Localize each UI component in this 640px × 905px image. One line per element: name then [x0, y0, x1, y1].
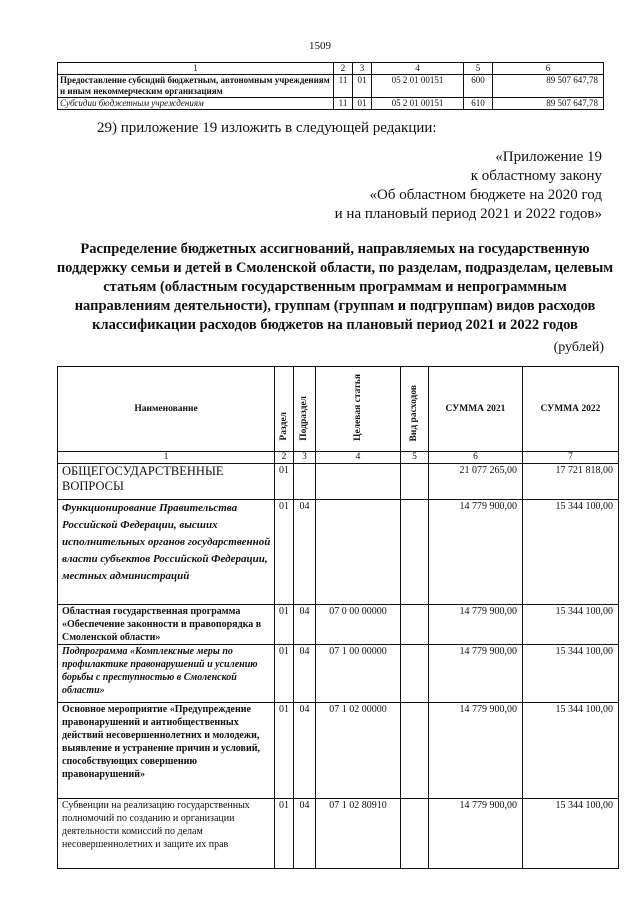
- row-csr: 07 0 00 00000: [316, 605, 401, 645]
- continuation-table: [57, 62, 604, 110]
- row-name: Основное мероприятие «Предупреждение правонарушений и антиобщественных действий несовершеннолетних и молодежи, выявление и устранение причин и условий, способствующих совершению правонарушений»: [58, 703, 275, 799]
- amendment-paragraph: 29) приложение 19 изложить в следующей редакции:: [97, 120, 437, 136]
- row-csr: 07 1 02 80910: [316, 799, 401, 869]
- col-number: 6: [493, 63, 604, 75]
- header-sum2022: СУММА 2022: [523, 367, 619, 452]
- row-name: Предоставление субсидий бюджетным, автономным учреждениям и иным некоммерческим организациям: [58, 75, 334, 98]
- row-vr: [401, 605, 429, 645]
- row-name: Функционирование Правительства Российской Федерации, высших исполнительных органов государственной власти субъектов Российской Федерации, местных администраций: [58, 500, 275, 605]
- col-number: 7: [523, 452, 619, 464]
- row-sum: 89 507 647,78: [493, 75, 604, 98]
- units-label: (рублей): [553, 340, 604, 355]
- row-csr: [316, 464, 401, 500]
- row-vr: [401, 464, 429, 500]
- row-podrazdel: 04: [294, 605, 316, 645]
- table-row: [58, 799, 619, 869]
- page-number: 1509: [309, 40, 331, 52]
- appendix-line: к областному закону: [470, 168, 602, 184]
- row-razdel: 01: [275, 605, 294, 645]
- header-vr-cell: [401, 367, 429, 452]
- row-vr: 600: [464, 75, 493, 98]
- header-razdel: Раздел: [278, 412, 289, 441]
- col-number: 6: [429, 452, 523, 464]
- appendix-header: [335, 148, 602, 224]
- header-csr: Целевая статья: [352, 374, 363, 441]
- row-vr: [401, 645, 429, 703]
- row-csr: 05 2 01 00151: [372, 75, 464, 98]
- table-row: [58, 645, 619, 703]
- row-razdel: 01: [275, 500, 294, 605]
- row-podrazdel: 01: [353, 98, 372, 110]
- header-razdel-cell: [275, 367, 294, 452]
- header-vr: Вид расходов: [409, 384, 419, 441]
- row-razdel: 01: [275, 464, 294, 500]
- header-row: [58, 367, 619, 452]
- col-number: 2: [334, 63, 353, 75]
- col-number: 3: [353, 63, 372, 75]
- row-sum2022: 17 721 818,00: [523, 464, 619, 500]
- column-number-row: [58, 452, 619, 464]
- row-sum2021: 21 077 265,00: [429, 464, 523, 500]
- col-number: 5: [464, 63, 493, 75]
- row-sum2022: 15 344 100,00: [523, 799, 619, 869]
- header-sum2021: СУММА 2021: [429, 367, 523, 452]
- table-row: [58, 464, 619, 500]
- row-name: Областная государственная программа «Обеспечение законности и правопорядка в Смоленской области»: [58, 605, 275, 645]
- row-podrazdel: 04: [294, 500, 316, 605]
- row-podrazdel: 01: [353, 75, 372, 98]
- row-sum2021: 14 779 900,00: [429, 605, 523, 645]
- row-sum2021: 14 779 900,00: [429, 645, 523, 703]
- col-number: 1: [58, 452, 275, 464]
- row-csr: [316, 500, 401, 605]
- header-podrazdel-cell: [294, 367, 316, 452]
- row-podrazdel: 04: [294, 645, 316, 703]
- col-number: 5: [401, 452, 429, 464]
- budget-table: [57, 366, 619, 869]
- row-sum2021: 14 779 900,00: [429, 799, 523, 869]
- row-sum2022: 15 344 100,00: [523, 645, 619, 703]
- row-podrazdel: 04: [294, 703, 316, 799]
- row-vr: [401, 500, 429, 605]
- row-csr: 07 1 00 00000: [316, 645, 401, 703]
- col-number: 3: [294, 452, 316, 464]
- row-razdel: 11: [334, 75, 353, 98]
- row-razdel: 01: [275, 645, 294, 703]
- row-csr: 07 1 02 00000: [316, 703, 401, 799]
- row-name: Субсидии бюджетным учреждениям: [58, 98, 334, 110]
- row-sum2022: 15 344 100,00: [523, 500, 619, 605]
- row-name: ОБЩЕГОСУДАРСТВЕННЫЕ ВОПРОСЫ: [58, 464, 275, 500]
- header-podrazdel: Подраздел: [299, 396, 309, 441]
- row-sum2021: 14 779 900,00: [429, 703, 523, 799]
- col-number: 4: [316, 452, 401, 464]
- row-podrazdel: 04: [294, 799, 316, 869]
- row-sum2022: 15 344 100,00: [523, 605, 619, 645]
- col-number: 2: [275, 452, 294, 464]
- column-number-row: [58, 63, 604, 75]
- document-title: Распределение бюджетных ассигнований, направляемых на государственную поддержку семьи и детей в Смоленской области, по разделам, подразделам, целевым статьям (областным государственным программам и непрограммным направлениям деятельности), группам (группам и подгруппам) видов расходов классификации расходов бюджетов на плановый период 2021 и 2022 годов: [56, 241, 614, 333]
- row-name: Субвенции на реализацию государственных полномочий по созданию и организации деятельности комиссий по делам несовершеннолетних и защите их прав: [58, 799, 275, 869]
- row-razdel: 01: [275, 799, 294, 869]
- appendix-line: «Об областном бюджете на 2020 год: [369, 187, 602, 203]
- row-vr: [401, 799, 429, 869]
- header-csr-cell: [316, 367, 401, 452]
- col-number: 1: [58, 63, 334, 75]
- row-sum2021: 14 779 900,00: [429, 500, 523, 605]
- row-sum2022: 15 344 100,00: [523, 703, 619, 799]
- row-podrazdel: [294, 464, 316, 500]
- row-razdel: 11: [334, 98, 353, 110]
- table-row: [58, 605, 619, 645]
- table-row: [58, 500, 619, 605]
- appendix-line: и на плановый период 2021 и 2022 годов»: [334, 206, 602, 222]
- row-razdel: 01: [275, 703, 294, 799]
- header-name: Наименование: [58, 367, 275, 452]
- col-number: 4: [372, 63, 464, 75]
- row-vr: [401, 703, 429, 799]
- appendix-line: «Приложение 19: [495, 149, 602, 165]
- row-csr: 05 2 01 00151: [372, 98, 464, 110]
- row-sum: 89 507 647,78: [493, 98, 604, 110]
- table-row: [58, 98, 604, 110]
- table-row: [58, 75, 604, 98]
- row-name: Подпрограмма «Комплексные меры по профилактике правонарушений и усилению борьбы с преступностью в Смоленской области»: [58, 645, 275, 703]
- row-vr: 610: [464, 98, 493, 110]
- table-row: [58, 703, 619, 799]
